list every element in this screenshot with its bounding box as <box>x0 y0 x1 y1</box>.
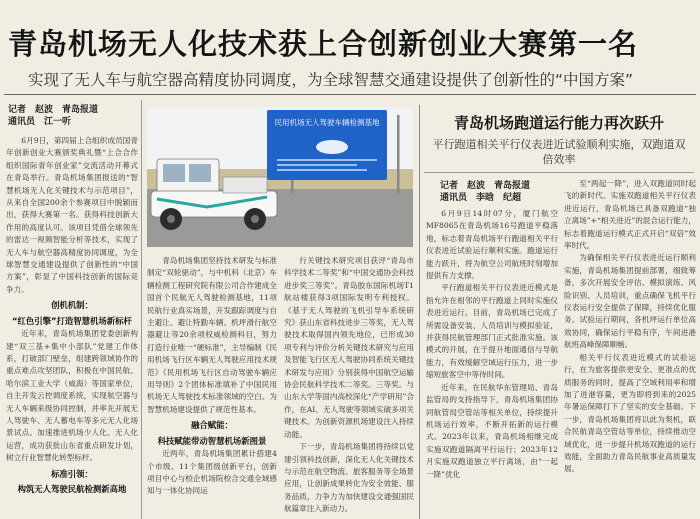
byline <box>8 104 98 128</box>
column-divider <box>141 100 142 519</box>
column-2 <box>147 255 277 519</box>
paragraph: 为确保相关平行仪表进近运行顺利实施，青岛机场集团提前部署，细致筹备，多次开展安全评估、模拟演练、风险识别、人员培训，重点确保飞机平行仪表运行安全提供了保障，持续优化服务。试验运行期间，各机坪运行单位高效协同，确保运行平稳有序，午间进港航班高峰保障顺畅。 <box>564 253 696 350</box>
paragraph: 近年来，在民航华东管理局、青岛监管局的支持指导下，青岛机场集团协同航管局空管站等相关单位，持续提升机场运行效率，不断开拓新的运行模式。2023年以来，青岛机场相继完成实施双跑道隔离平行运行；2023年12月实施双跑道独立平行离场，由“一起一降”优化 <box>426 382 558 479</box>
section-subtitle: 科技赋能带动智慧机场新图景 <box>157 435 267 446</box>
paragraph: 近两年，青岛机场集团累计搭建4个市级、11个集团级创新平台，创新项目中心与校企机场院校合交通全域感知与一体化协同运 <box>147 449 277 496</box>
airport-vehicle-photo <box>147 107 413 247</box>
sidebar-column-1 <box>426 208 558 519</box>
section-title: 融合赋能： <box>191 420 233 431</box>
headline-rule <box>4 94 696 95</box>
sidebar-column-2 <box>564 178 696 519</box>
paragraph: 6月9日14时07分，厦门航空MF8065在青岛机场16号跑道平稳落地，标志着青岛机场平行跑道相关平行仪表进近试验运行顺利实施。跑道运行能力跃升，将为航空公司航班时刻增加提供有力支撑。 <box>426 209 558 281</box>
sign-text: 民用机场无人驾驶车辆检测基地 <box>274 118 380 127</box>
headline: 青岛机场无人化技术获上合创新创业大赛第一名 <box>8 27 639 61</box>
sidebar-rule <box>424 172 694 173</box>
paragraph: 近年来，青岛机场集团党委创新构建“双三基+集中小部队”党建工作体系，打破部门壁垒，组建跨领域协作的重点难点攻坚团队，积极在中国民航、哈尔滨工业大学（威海）等国家单位，自主开发云控调度系统，实现航空器与无人车辆来级协同控制，并率先开展无人驾驶车、无人蓄电车等多元无人化场景试点。加速推进机场少人化、无人化运营，成功获批山东省重点研发计划，树立行业智慧化转型标杆。 <box>6 329 138 463</box>
news-photo <box>147 107 413 247</box>
byline-reporter: 记者 赵波 青岛报道 <box>8 105 99 115</box>
column-1 <box>6 135 138 519</box>
paragraph: 相关平行仪表进近模式的试验运行，在为旅客提供更安全、更准点的优质服务的同时，提高了空域利用率和增加了进港容量，更为即将到来的2025年暑运保障打下了坚实的安全基础。下一步，青岛机场集团将以此为契机，联合民航青岛空管站等单位，持续推动空域优化，进一步提升机场双跑道的运行效能，全面助力青岛民航事业高质量发展。 <box>564 352 696 474</box>
column-3 <box>284 255 414 519</box>
sidebar-headline: 青岛机场跑道运行能力再次跃升 <box>453 114 664 132</box>
sidebar-byline-reporter: 记者 赵波 青岛报道 <box>440 181 531 191</box>
byline-correspondent: 通讯员 江一听 <box>8 117 72 127</box>
paragraph: 行关键技术研究项目获评“青岛市科学技术二等奖”和“中国交通协会科技进步奖三等奖”。青岛胶东国际机场T1航站楼获得3项国际发明专利授权。《基于无人驾驶的飞机引导车系统研究》获山东省科技进步三等奖，无人驾驶技术取得国内领先地位，已形成30项专利与评价分析关键技术研究与应用及智能飞行区无人驾驶协同系统关键技术研发与应用》分别获得中国航空运输协会民航科学技术二等奖。三等奖。与山东大学等国内高校深化“产学研用”合作，在AI、无人驾驶等领域实破多项关键技术。为创新资源机场建设注入持续动能。 <box>284 256 414 439</box>
paragraph: 下一步，青岛机场集团将持续以党建引领科技创新，深化无人化关键技术与示范在航空物流、旅客服务等全场景应用，让创新成果转化为安全效能、服务品质，力争力为加快建设交通强国民航篇章注入新动力。 <box>284 442 414 514</box>
sidebar-subheadline: 平行跑道相关平行仪表进近试验顺利实施，双跑道双倍效率 <box>432 138 686 166</box>
section-title: 创机机制： <box>51 300 93 311</box>
sidebar-divider <box>419 105 420 519</box>
section-subtitle: 构筑无人驾驶民航检测新高地 <box>17 483 127 494</box>
subheadline: 实现了无人车与航空器高精度协同调度，为全球智慧交通建设提供了创新性的“中国方案” <box>28 71 634 89</box>
section-subtitle: “红色引擎”打造智慧机场新标杆 <box>12 315 132 326</box>
section-title: 标准引领： <box>51 468 93 479</box>
paragraph: 6月9日，第四届上合组织成员国青年创新创业大赛颁奖典礼暨“上合合作组织国际青年创业家”交流活动开幕式在青岛举行。青岛机场集团报送的“智慧机场无人化关键技术与示范项目”，从来自全国200余个参赛项目中脱颖而出，获得大赛第一名。获得科技创新大作用的高度认可。该项目凭借全球领先的雷达一视频智能分析等技术，实现了无人车与航空器高精度协同调度，为全球智慧交通建设提供了创新性的“中国方案”，彰显了中国科技创新的国际竞争力。 <box>6 136 138 294</box>
sidebar-byline <box>440 180 530 204</box>
sidebar-byline-correspondent: 通讯员 李晗 纪超 <box>440 193 522 203</box>
paragraph: 青岛机场集团坚持技术研发与标准制定“双轮驱动”，与中机科（北京）车辆检测工程研究院有限公司合作建成全国首个民航无人驾驶检测基地，11项民航行业真实场景，开发跟踪调度与自主避让、避让特勤车辆、机坪滑行航空器避让等20余项权威检测科目，努力打造行业唯一“硬标准”，主导编制《民用机场飞行区车辆无人驾驶应用技术规范》《民用机场飞行区自动驾驶车辆应用导则》2个团体标准填补了中国民用机场无人驾驶技术标准领域的空白。为智慧机场建设提供了规范性基本。 <box>147 256 277 414</box>
paragraph: 至“两起一降”，进入双跑道同时起飞的新时代。实施双跑道相关平行仪表进近运行，青岛机场已具备双跑道“独立离场”+“相关进近”的混合运行能力，标志着跑道运行模式正式开启“双倍”效率时代。 <box>564 179 696 251</box>
paragraph: 平行跑道相关平行仪表进近模式是指允许在相邻的平行跑道上同时实施仪表进近运行。目前，青岛机场已完成了所需设备安装、人员培训与模拟验证，并获得民航管理部门正式批准实施。该模式的开展，在于提升地面通信与导航能力，有效缓解空域运行压力，进一步缩短旅客空中等待时间。 <box>426 283 558 380</box>
